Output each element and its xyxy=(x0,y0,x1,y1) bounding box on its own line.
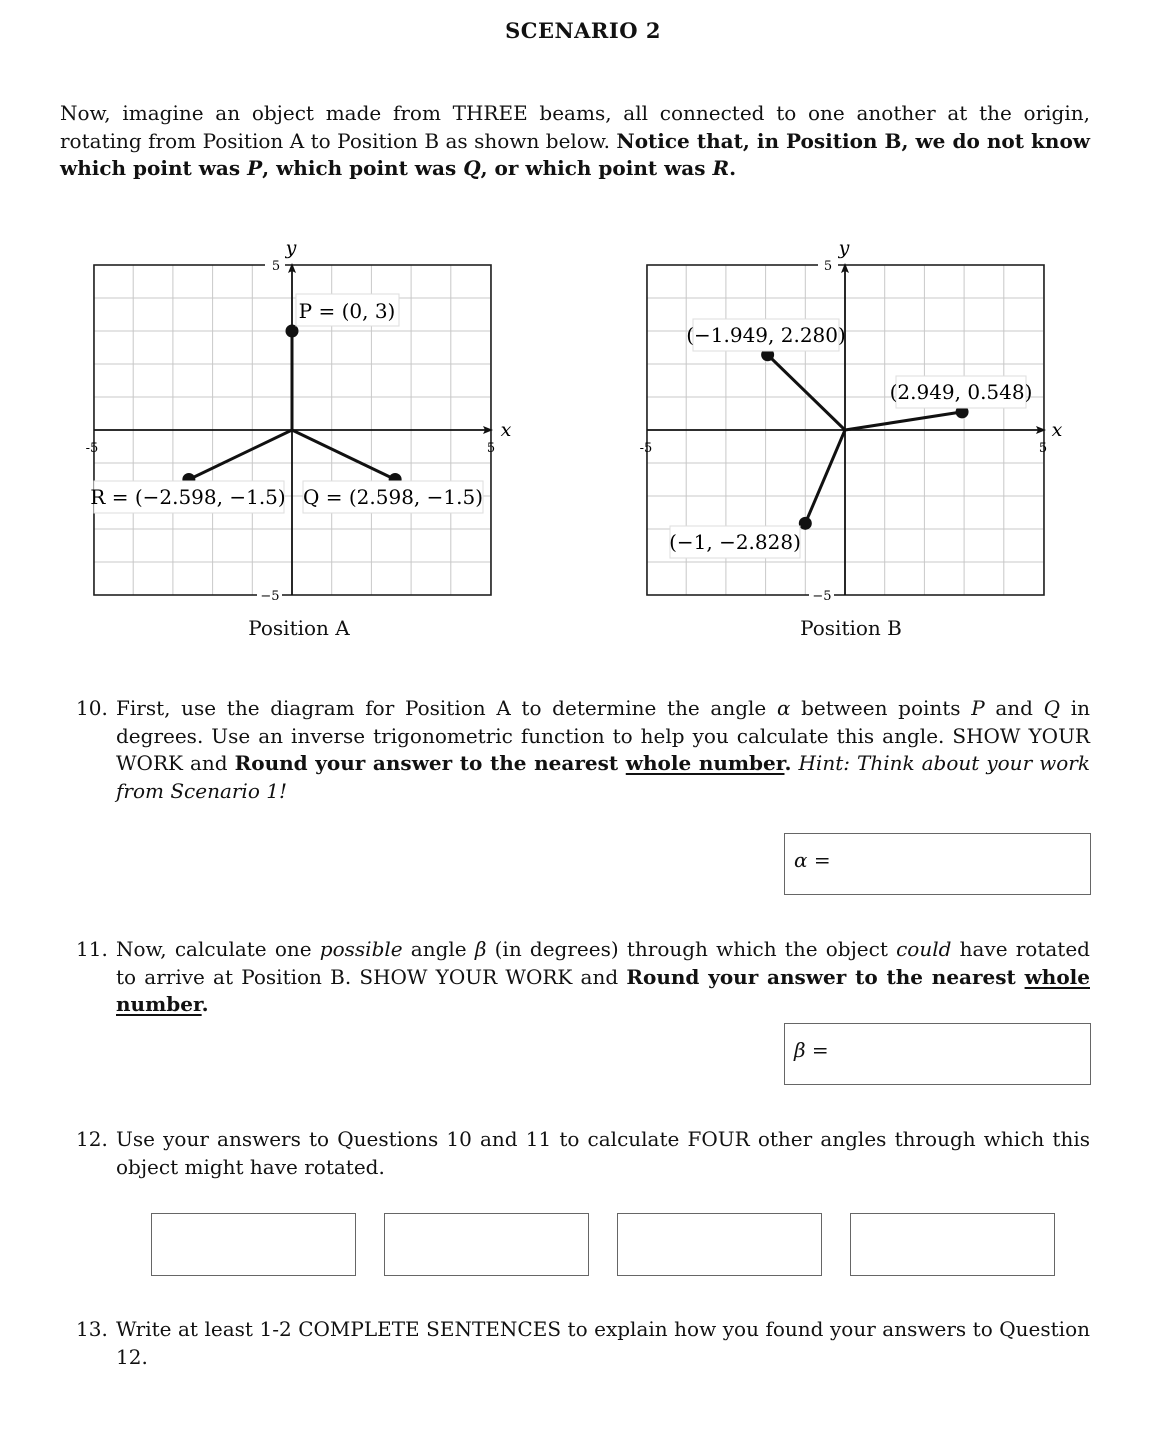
diagram-a-tick-xmin: -5 xyxy=(85,441,99,456)
q11-underline: whole number xyxy=(116,964,1090,1016)
q10-hint: Hint: Think about your work from Scenario 1! xyxy=(116,751,1090,803)
q11-text-2: angle xyxy=(402,937,475,961)
question-12-text: Use your answers to Questions 10 and 11 to calculate FOUR other angles through which this object might have rotated. xyxy=(116,1127,1090,1179)
diagram-a-x-label: x xyxy=(500,419,512,441)
diagram-position-b xyxy=(628,230,1078,610)
question-11 xyxy=(76,936,1090,1019)
beam-0 xyxy=(768,355,845,430)
question-13 xyxy=(76,1316,1090,1371)
beam-2 xyxy=(805,430,845,523)
label-q: Q = (2.598, −1.5) xyxy=(302,485,484,509)
q10-text-3: and xyxy=(984,696,1044,720)
question-10-number: 10. xyxy=(76,696,108,720)
question-13-text: Write at least 1-2 COMPLETE SENTENCES to explain how you found your answers to Question 12. xyxy=(116,1317,1090,1369)
label-r: R = (−2.598, −1.5) xyxy=(90,485,286,509)
diagram-position-a xyxy=(75,230,525,610)
q10-var-p: P xyxy=(971,696,985,720)
beam-1 xyxy=(292,430,395,480)
question-13-number: 13. xyxy=(76,1317,108,1341)
angle-answer-box-2[interactable] xyxy=(384,1213,589,1276)
alpha-answer-label: α = xyxy=(794,848,831,872)
q10-text-1: First, use the diagram for Position A to determine the angle xyxy=(116,696,777,720)
q11-bold-1: Round your answer to the nearest xyxy=(626,964,1025,989)
question-11-number: 11. xyxy=(76,937,108,961)
caption-position-b: Position B xyxy=(800,616,902,640)
diagram-b-x-label: x xyxy=(1051,419,1063,441)
diagram-a-tick-ymin: −5 xyxy=(260,589,280,604)
diagram-b-tick-xmax: 5 xyxy=(1038,441,1048,456)
diagram-a-tick-ymax: 5 xyxy=(271,259,281,274)
q10-var-q: Q xyxy=(1043,696,1061,720)
q11-beta: β xyxy=(474,937,487,961)
diagram-b-tick-ymin: −5 xyxy=(812,589,832,604)
page-title: SCENARIO 2 xyxy=(505,18,661,43)
diagram-b-svg xyxy=(628,230,1078,610)
angle-answer-box-1[interactable] xyxy=(151,1213,356,1276)
intro-var-q: Q xyxy=(463,156,481,180)
label-b3: (−1, −2.828) xyxy=(669,530,801,554)
intro-bold-a: Notice that, in Position B, we do not know which point was xyxy=(60,128,1090,180)
beta-answer-label: β = xyxy=(794,1038,829,1062)
intro-bold-c: , or which point was xyxy=(480,156,713,180)
q11-text-4: have rotated to arrive at Position B. SHOW YOUR WORK and xyxy=(116,937,1090,989)
diagram-b-tick-xmin: -5 xyxy=(639,441,653,456)
angle-answer-box-4[interactable] xyxy=(850,1213,1055,1276)
label-p: P = (0, 3) xyxy=(298,299,396,323)
diagram-a-tick-xmax: 5 xyxy=(486,441,496,456)
question-12 xyxy=(76,1126,1090,1181)
beam-endpoint-2 xyxy=(799,517,812,530)
q11-text-3: (in degrees) through which the object xyxy=(486,937,897,961)
intro-var-p: P xyxy=(247,156,263,180)
q10-bold-1: Round your answer to the nearest xyxy=(234,751,626,775)
question-10 xyxy=(76,695,1090,805)
diagram-a-y-label: y xyxy=(285,237,297,259)
alpha-answer-box[interactable] xyxy=(784,833,1091,895)
q11-text-1: Now, calculate one xyxy=(116,937,320,961)
angle-answer-box-3[interactable] xyxy=(617,1213,822,1276)
diagram-a-svg xyxy=(75,230,525,610)
q10-bold-2: . xyxy=(784,751,792,775)
intro-paragraph xyxy=(60,100,1090,183)
q11-bold-2: . xyxy=(201,992,209,1016)
diagram-b-tick-ymax: 5 xyxy=(823,259,833,274)
beam-2 xyxy=(189,430,292,480)
q10-underline: whole number xyxy=(625,751,785,775)
beta-answer-box[interactable] xyxy=(784,1023,1091,1085)
q10-text-2: between points xyxy=(790,696,972,720)
diagram-b-y-label: y xyxy=(838,237,850,259)
intro-text: Now, imagine an object made from THREE beams, all connected to one another at the origin, rotating from Position A to Position B as shown below. xyxy=(60,101,1090,153)
question-12-number: 12. xyxy=(76,1127,108,1151)
label-b2: (2.949, 0.548) xyxy=(889,380,1033,404)
intro-bold-b: , which point was xyxy=(262,156,464,180)
label-b1: (−1.949, 2.280) xyxy=(686,323,846,347)
q11-italic-1: possible xyxy=(319,937,403,961)
q10-text-4: in degrees. Use an inverse trigonometric function to help you calculate this angle. SHOW YOUR WORK and xyxy=(116,696,1091,775)
beam-1 xyxy=(845,412,962,430)
q11-italic-2: could xyxy=(896,937,952,961)
intro-var-r: R xyxy=(712,156,730,180)
intro-bold-d: . xyxy=(729,156,737,180)
caption-position-a: Position A xyxy=(248,616,350,640)
q10-alpha: α xyxy=(776,696,791,720)
